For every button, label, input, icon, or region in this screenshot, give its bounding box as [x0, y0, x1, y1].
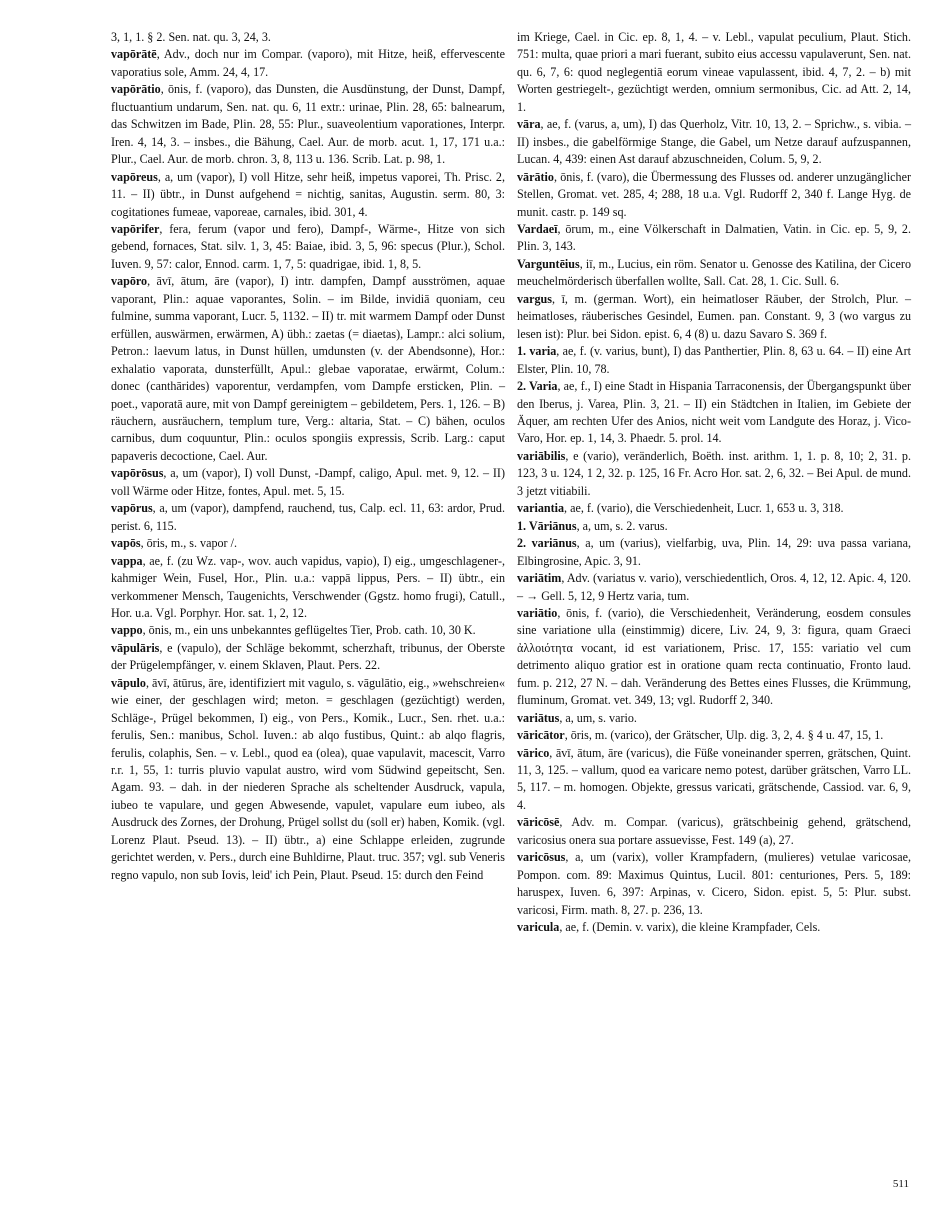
dictionary-entry: [517, 727, 911, 744]
entry-text: , iī, m., Lucius, ein röm. Senator u. Genosse des Katilina, der Cicero meuchelmörderisch überfallen wollte, Sall. Cat. 28, 1. Cic. Sull. 6.: [517, 256, 911, 289]
dictionary-entry: [517, 710, 911, 727]
entry-text: , a, um (varix), voller Krampfadern, (mulieres) vetulae varicosae, Pompon. com. 89: Maximus Quintus, Lucil. 801: centuriones, Pers. 5, 189: haruspex, Iuven. 6, 397: Arpinas, v. Cicero, Sidon. epist. 5, 5: Plur. subst. varicosi, Firm. math. 8, 27. p. 236, 13.: [517, 850, 911, 917]
entry-text: , Adv. m. Compar. (varicus), grätschbeinig gehend, grätschend, varicosius onera sua portare assuevisse, Fest. 149 (a), 27.: [517, 815, 911, 847]
entry-text: , a, um (varius), vielfarbig, uva, Plin. 14, 29: uva passa variana, Elbingrosine, Apic. 3, 91.: [517, 536, 911, 568]
entry-headword: vapōrātē: [111, 47, 157, 62]
dictionary-entry: [111, 535, 505, 552]
entry-headword: 2. Varia: [517, 379, 558, 394]
entry-text: , ī, m. (german. Wort), ein heimatloser Räuber, der Strolch, Plur. – heimatloses, räuberisches Gesindel, Eumen. pan. Constant. 9, 3 (wo vargus zu lesen ist): Plur. bei Sidon. epist. 6, 4 (8) u. dazu Savaro S. 369 f.: [517, 291, 911, 341]
entry-text: , āvī, ātūrus, āre, identifiziert mit vagulo, s. vāgulātio, eig., »wehschreien« wie einer, der geschlagen wird; meton. = geschlagen (gezüchtigt) werden, Schläge-, Prügel bekommen, I) eig., von Pers., Komik., Lucr., Sen. rhet. u.a.: ferulis, Sen.: manibus, Schol. Iuven.: ab alqo fustibus, Quint.: ab alqo flagris, ferulis, colaphis, Sen. – v. Lebl., quod ea (olea), quae vapulavit, macescit, Varro r.r. 1, 55, 1: turris pluvio vapulat austro, wird vom Südwind gepeitscht, Sen. Agam. 93. – dah. in der niederen Sprache als scheltender Ausdruck, vapula, iubeo te vapulare, und gegen Abwesende, vapulet, vapulare eum iubeo, als Ausdruck des Zornes, der Drohung, Prügel sollst du (soll er) haben, Komik. (vgl. Lorenz Plaut. Pseud. 13). – II) übtr., a) eine Schlappe erleiden, zugrunde gerichtet werden, v. Pers., durch eine Buhldirne, Plaut. truc. 357; vgl. sub Veneris regno vapulo, non sub Iovis, leid' ich Pein, Plaut. Pseud. 15: durch den Feind: [111, 675, 505, 882]
entry-headword: variātus: [517, 710, 560, 725]
left-column: [111, 29, 505, 884]
entry-headword: varicōsus: [517, 850, 566, 865]
entry-headword: vapōro: [111, 274, 148, 289]
entry-text: , ōris, m., s. vapor /.: [140, 536, 237, 551]
entry-text: , ōnis, f. (vaporo), das Dunsten, die Ausdünstung, der Dunst, Dampf, fluctuantium undarum, Sen. nat. qu. 6, 11 extr.: urinae, Plin. 28, 65: balnearum, das Schwitzen im Bade, Plin. 28, 55: Plur., suaveolentium vaporationes, Interpr. Iren. 4, 14, 3. – insbes., die Bähung, Cael. Aur. de morb. acut. 1, 17, 171 u.a.: Plur., Cael. Aur. de morb. chron. 3, 8, 113 u. 136. Scrib. Lat. p. 98, 1.: [111, 82, 505, 167]
entry-headword: vapōs: [111, 536, 141, 551]
dictionary-entry: [111, 640, 505, 675]
entry-text: , ae, f. (varus, a, um), I) das Querholz, Vitr. 10, 13, 2. – Sprichw., s. vibia. – II) insbes., die gabelförmige Stange, die Gabel, um Netze darauf aufzuspannen, Lucan. 4, 439: einen Ast darauf abzuschneiden, Colum. 5, 9, 2.: [517, 117, 911, 167]
entry-text: , āvī, ātum, āre (vapor), I) intr. dampfen, Dampf ausströmen, aquae vaporant, Plin.: aquae vaporantes, Solin. – im Bilde, invidiā quoniam, ceu fulmine, summa vaporant, Lucr. 5, 1132. – II) tr. mit warmem Dampf oder Dunst erfüllen, auswärmen, erwärmen, A) übh.: zaetas (= diaetas), Lampr.: alci solium, Petron.: laevum latus, in Dunst hüllen, umdunsten (v. der Abendsonne), Hor.: exhalatio vaporata, dunsterfüllt, Apul.: glebae vaporatae, erwärmt, Colum.: donec (canthārides) vaporentur, verdampfen, vom Dampfe ersticken, Plin. – poet., vaporatā aure, mit von Dampf gereinigtem – gebildetem, Pers. 1, 126. – B) räuchern, ausräuchern, templum ture, Verg.: altaria, Stat. – C) bähen, oculos carnibus, dum coquuntur, Plin.: oculos spongiis expressis, Scrib. Larg.: caput papaveris decoctione, Cael. Aur.: [111, 274, 505, 463]
entry-text: , Adv. (variatus v. vario), verschiedentlich, Oros. 4, 12, 12. Apic. 4, 120. – → Gell. 5, 12, 9 Hertz varia, tum.: [517, 571, 911, 603]
dictionary-entry: [517, 500, 911, 517]
entry-headword: vapōrātio: [111, 82, 161, 97]
entry-headword: vārātio: [517, 169, 554, 184]
dictionary-entry: [111, 465, 505, 500]
entry-text: , a, um (vapor), I) voll Hitze, sehr heiß, impetus vaporei, Th. Prisc. 2, 11. – II) übtr., in Dunst aufgehend = nichtig, sanitas, Augustin. serm. 80, 3: cogitationes fumeae, vaporeae, carnales, ibid. 301, 4.: [111, 169, 505, 219]
dictionary-entry: [517, 291, 911, 343]
entry-headword: variātim: [517, 571, 562, 586]
entry-headword: variantia: [517, 501, 565, 516]
entry-headword: vāpulo: [111, 675, 146, 690]
dictionary-entry: [111, 273, 505, 465]
dictionary-entry: [111, 169, 505, 221]
entry-headword: vargus: [517, 291, 552, 306]
entry-text: , ae, f. (Demin. v. varix), die kleine Krampfader, Cels.: [559, 920, 821, 935]
entry-headword: variātio: [517, 605, 558, 620]
dictionary-entry: [517, 518, 911, 535]
entry-text: 3, 1, 1. § 2. Sen. nat. qu. 3, 24, 3.: [111, 30, 271, 44]
entry-text: , a, um (vapor), dampfend, rauchend, tus, Calp. ecl. 11, 63: ardor, Prud. perist. 6, 115.: [111, 501, 505, 533]
dictionary-entry: [517, 535, 911, 570]
entry-text: , Adv., doch nur im Compar. (vaporo), mit Hitze, heiß, effervescente vaporatius sole, Amm. 24, 4, 17.: [111, 47, 505, 79]
entry-headword: 1. varia: [517, 344, 557, 359]
dictionary-entry: [517, 814, 911, 849]
entry-text: , e (vapulo), der Schläge bekommt, scherzhaft, tribunus, der Oberste der Prügelempfänger, v. einem Sklaven, Plaut. Pers. 22.: [111, 640, 505, 673]
dictionary-entry: [111, 221, 505, 273]
entry-headword: vāricātor: [517, 728, 565, 743]
entry-headword: vārico: [517, 745, 550, 760]
entry-headword: vāra: [517, 117, 541, 132]
dictionary-entry: [111, 81, 505, 168]
entry-text: , fera, ferum (vapor und fero), Dampf-, Wärme-, Hitze von sich gebend, fornaces, Stat. silv. 1, 3, 45: Baiae, ibid. 3, 5, 96: specus (Plur.), Schol. Iuven. 9, 57: calor, Ennod. carm. 1, 7, 5: quadrigae, ibid. 1, 8, 5.: [111, 221, 505, 271]
entry-headword: vapōrifer: [111, 221, 160, 236]
dictionary-entry: [517, 221, 911, 256]
entry-text: , ōrum, m., eine Völkerschaft in Dalmatien, Vatin. in Cic. ep. 5, 9, 2. Plin. 3, 143.: [517, 221, 911, 254]
dictionary-entry: [111, 622, 505, 639]
dictionary-entry: [517, 29, 911, 116]
entry-headword: variābilis: [517, 448, 566, 463]
entry-headword: vapōreus: [111, 169, 158, 184]
entry-text: , ae, f. (zu Wz. vap-, wov. auch vapidus, vapio), I) eig., umgeschlagener-, kahmiger Wein, Fusel, Hor., Plin. u.a.: vappā lippus, Pers. – II) übtr., ein verkommener Mensch, Taugenichts, Verschwender (Ggstz. homo frugi), Catull., Hor. u.a. Vgl. Porphyr. Hor. sat. 1, 2, 12.: [111, 553, 505, 620]
entry-headword: vāpulāris: [111, 640, 160, 655]
entry-text: , a, um, s. 2. varus.: [576, 518, 668, 533]
entry-text: , a, um, s. vario.: [559, 710, 637, 725]
entry-text: , ae, f. (v. varius, bunt), I) das Panthertier, Plin. 8, 63 u. 64. – II) eine Art Elster, Plin. 10, 78.: [517, 344, 911, 376]
dictionary-entry: [517, 256, 911, 291]
page-number: 511: [892, 1178, 909, 1190]
entry-headword: vapōrus: [111, 501, 153, 516]
dictionary-entry: [517, 116, 911, 168]
entry-headword: 2. variānus: [517, 536, 577, 551]
entry-headword: vāricōsē: [517, 815, 560, 830]
dictionary-entry: [517, 169, 911, 221]
entry-text: , ōnis, f. (varo), die Übermessung des Flusses od. anderer unzugänglicher Stellen, Gromat. vet. 285, 4; 288, 18 u.a. Vgl. Rudorff 2, 340 f. Lange Hyg. de munit. castr. p. 149 sq.: [517, 169, 911, 219]
entry-headword: Varguntēius: [517, 256, 580, 271]
entry-text: , āvī, ātum, āre (varicus), die Füße voneinander sperren, grätschen, Quint. 11, 3, 125. – vallum, quod ea varicare nemo potest, darüber grätschen, Varro LL. 5, 117. – m. homogen. Objekte, gressus varicati, grätschende, Cassiod. var. 6, 9, 4.: [517, 745, 911, 812]
entry-text: , ae, f., I) eine Stadt in Hispania Tarraconensis, der Übergangspunkt über den Iberus, j. Varea, Plin. 3, 21. – II) ein Städtchen in Italien, im Gebiete der Äquer, am rechten Ufer des Anios, nicht weit vom Landgute des Horaz, j. Vico-Varo, Hor. ep. 1, 14, 3. Phaedr. 5. prol. 14.: [517, 379, 911, 446]
dictionary-entry: [517, 343, 911, 378]
entry-text: , ōris, m. (varico), der Grätscher, Ulp. dig. 3, 2, 4. § 4 u. 47, 15, 1.: [564, 728, 884, 743]
dictionary-entry: [517, 745, 911, 815]
entry-text: , ōnis, f. (vario), die Verschiedenheit, Veränderung, eosdem consules sine variatione ulla (einstimmig) dicere, Liv. 24, 9, 3: figura, quam Graeci ἀλλοιότητα vocant, id est variationem, Prisc. 17, 155: variatio vel cum detrimento aliquo gratior est in oratione quam recta continuatio, Fronto laud. fum. p. 212, 27 N. – dah. Veränderung des Bettes eines Flusses, die Krümmung, fluminum, Gromat. vet. 349, 13; vgl. Rudorff 2, 340.: [517, 605, 911, 708]
dictionary-entry: [111, 500, 505, 535]
dictionary-entry: [517, 849, 911, 919]
entry-headword: vapōrōsus: [111, 466, 164, 481]
dictionary-entry: [111, 29, 505, 46]
dictionary-entry: [111, 675, 505, 884]
entry-headword: vappo: [111, 623, 143, 638]
entry-text: im Kriege, Cael. in Cic. ep. 8, 1, 4. – v. Lebl., vapulat peculium, Plaut. Stich. 751: multa, quae priori a mari fuerant, subito eius accessu vapulaverunt, Sen. nat. qu. 6, 7, 6: quod neglegentiā eorum vineae vapulassent, ibid. 4, 7, 2. – b) mit Worten gestriegelt-, gezüchtigt werden, omnium sermonibus, Cic. ad Att. 2, 14, 1.: [517, 30, 911, 114]
dictionary-entry: [517, 378, 911, 448]
dictionary-entry: [517, 919, 911, 936]
dictionary-entry: [517, 448, 911, 500]
entry-headword: vappa: [111, 553, 143, 568]
entry-headword: 1. Vāriānus: [517, 518, 577, 533]
entry-text: , ōnis, m., ein uns unbekanntes geflügeltes Tier, Prob. cath. 10, 30 K.: [142, 623, 476, 638]
dictionary-entry: [517, 570, 911, 605]
right-column: [517, 29, 911, 937]
dictionary-entry: [517, 605, 911, 710]
entry-text: , a, um (vapor), I) voll Dunst, -Dampf, caligo, Apul. met. 9, 12. – II) voll Wärme oder Hitze, fontes, Apul. met. 5, 15.: [111, 466, 505, 498]
entry-text: , ae, f. (vario), die Verschiedenheit, Lucr. 1, 653 u. 3, 318.: [564, 501, 844, 516]
entry-headword: Vardaeī: [517, 221, 558, 236]
entry-headword: varicula: [517, 920, 560, 935]
dictionary-entry: [111, 46, 505, 81]
dictionary-entry: [111, 553, 505, 623]
entry-text: , e (vario), veränderlich, Boëth. inst. arithm. 1, 1. p. 8, 10; 2, 31. p. 123, 3 u. 124, 1 2, 32. p. 125, 16 Fr. Acro Hor. sat. 2, 6, 32. – Bei Apul. de mund. 3 jetzt vitiabili.: [517, 448, 911, 498]
